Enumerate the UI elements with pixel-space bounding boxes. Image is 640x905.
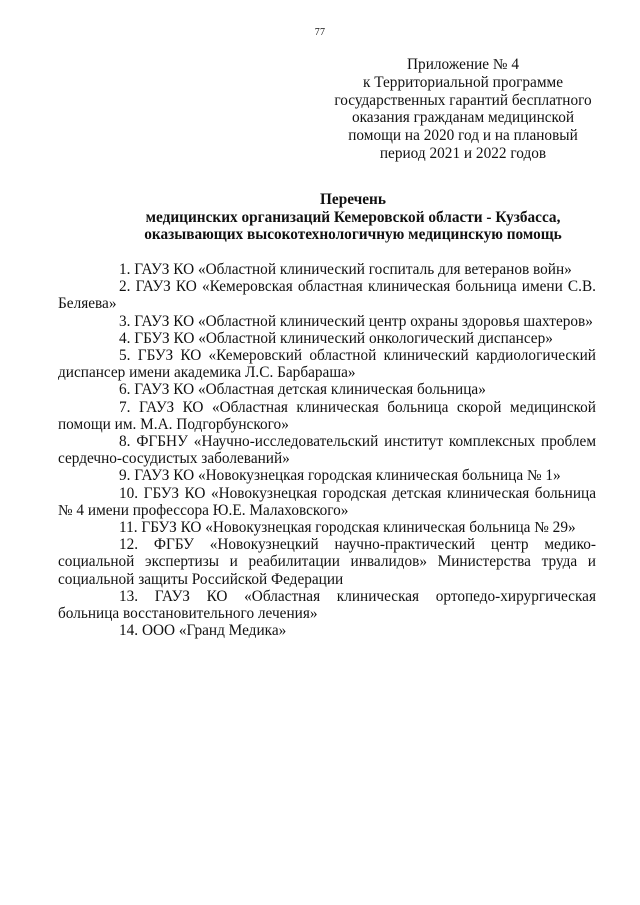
appendix-line: Приложение № 4 (407, 56, 519, 73)
list-item: 4. ГБУЗ КО «Областной клинический онкологический диспансер» (119, 329, 553, 347)
list-item: 9. ГАУЗ КО «Новокузнецкая городская клиническая больница № 1» (119, 467, 561, 485)
list-item: 1. ГАУЗ КО «Областной клинический госпиталь для ветеранов войн» (119, 261, 572, 278)
list-item: 6. ГАУЗ КО «Областная детская клиническая больница» (119, 381, 486, 399)
list-item: 12. ФГБУ «Новокузнецкий научно-практический центр медико-социальной экспертизы и реабилитации инвалидов» Министерства труда и социальной защиты Российской Федерации (58, 536, 596, 588)
list-item: 10. ГБУЗ КО «Новокузнецкая городская детская клиническая больница № 4 имени профессора Ю.Е. Малаховского» (58, 484, 596, 519)
list-item: 3. ГАУЗ КО «Областной клинический центр охраны здоровья шахтеров» (119, 312, 593, 330)
list-item: 7. ГАУЗ КО «Областная клиническая больница скорой медицинской помощи им. М.А. Подгорбунского» (58, 398, 596, 433)
title-line: медицинских организаций Кемеровской области - Кузбасса, (145, 208, 561, 226)
list-item: 2. ГАУЗ КО «Кемеровская областная клиническая больница имени С.В. Беляева» (58, 278, 596, 313)
appendix-header (318, 56, 608, 163)
title-line: оказывающих высокотехнологичную медицинскую помощь (144, 226, 562, 243)
list-item: 13. ГАУЗ КО «Областная клиническая ортопедо-хирургическая больница восстановительного лечения» (58, 587, 596, 623)
appendix-line: помощи на 2020 год и на плановый (348, 127, 578, 145)
page-number: 77 (314, 27, 326, 38)
appendix-line: государственных гарантий бесплатного (334, 91, 592, 109)
organization-list (58, 261, 596, 640)
list-item: 5. ГБУЗ КО «Кемеровский областной клинический кардиологический диспансер имени академика Л.С. Барбараша» (58, 347, 596, 382)
title-line: Перечень (320, 191, 386, 208)
list-item: 8. ФГБНУ «Научно-исследовательский институт комплексных проблем сердечно-сосудистых заболеваний» (58, 433, 596, 468)
list-item: 11. ГБУЗ КО «Новокузнецкая городская клиническая больница № 29» (119, 519, 576, 537)
appendix-line: оказания гражданам медицинской (351, 109, 575, 127)
list-item: 14. ООО «Гранд Медика» (119, 622, 287, 640)
document-title (0, 191, 640, 244)
appendix-line: к Территориальной программе (363, 73, 563, 91)
appendix-line: период 2021 и 2022 годов (379, 144, 547, 162)
